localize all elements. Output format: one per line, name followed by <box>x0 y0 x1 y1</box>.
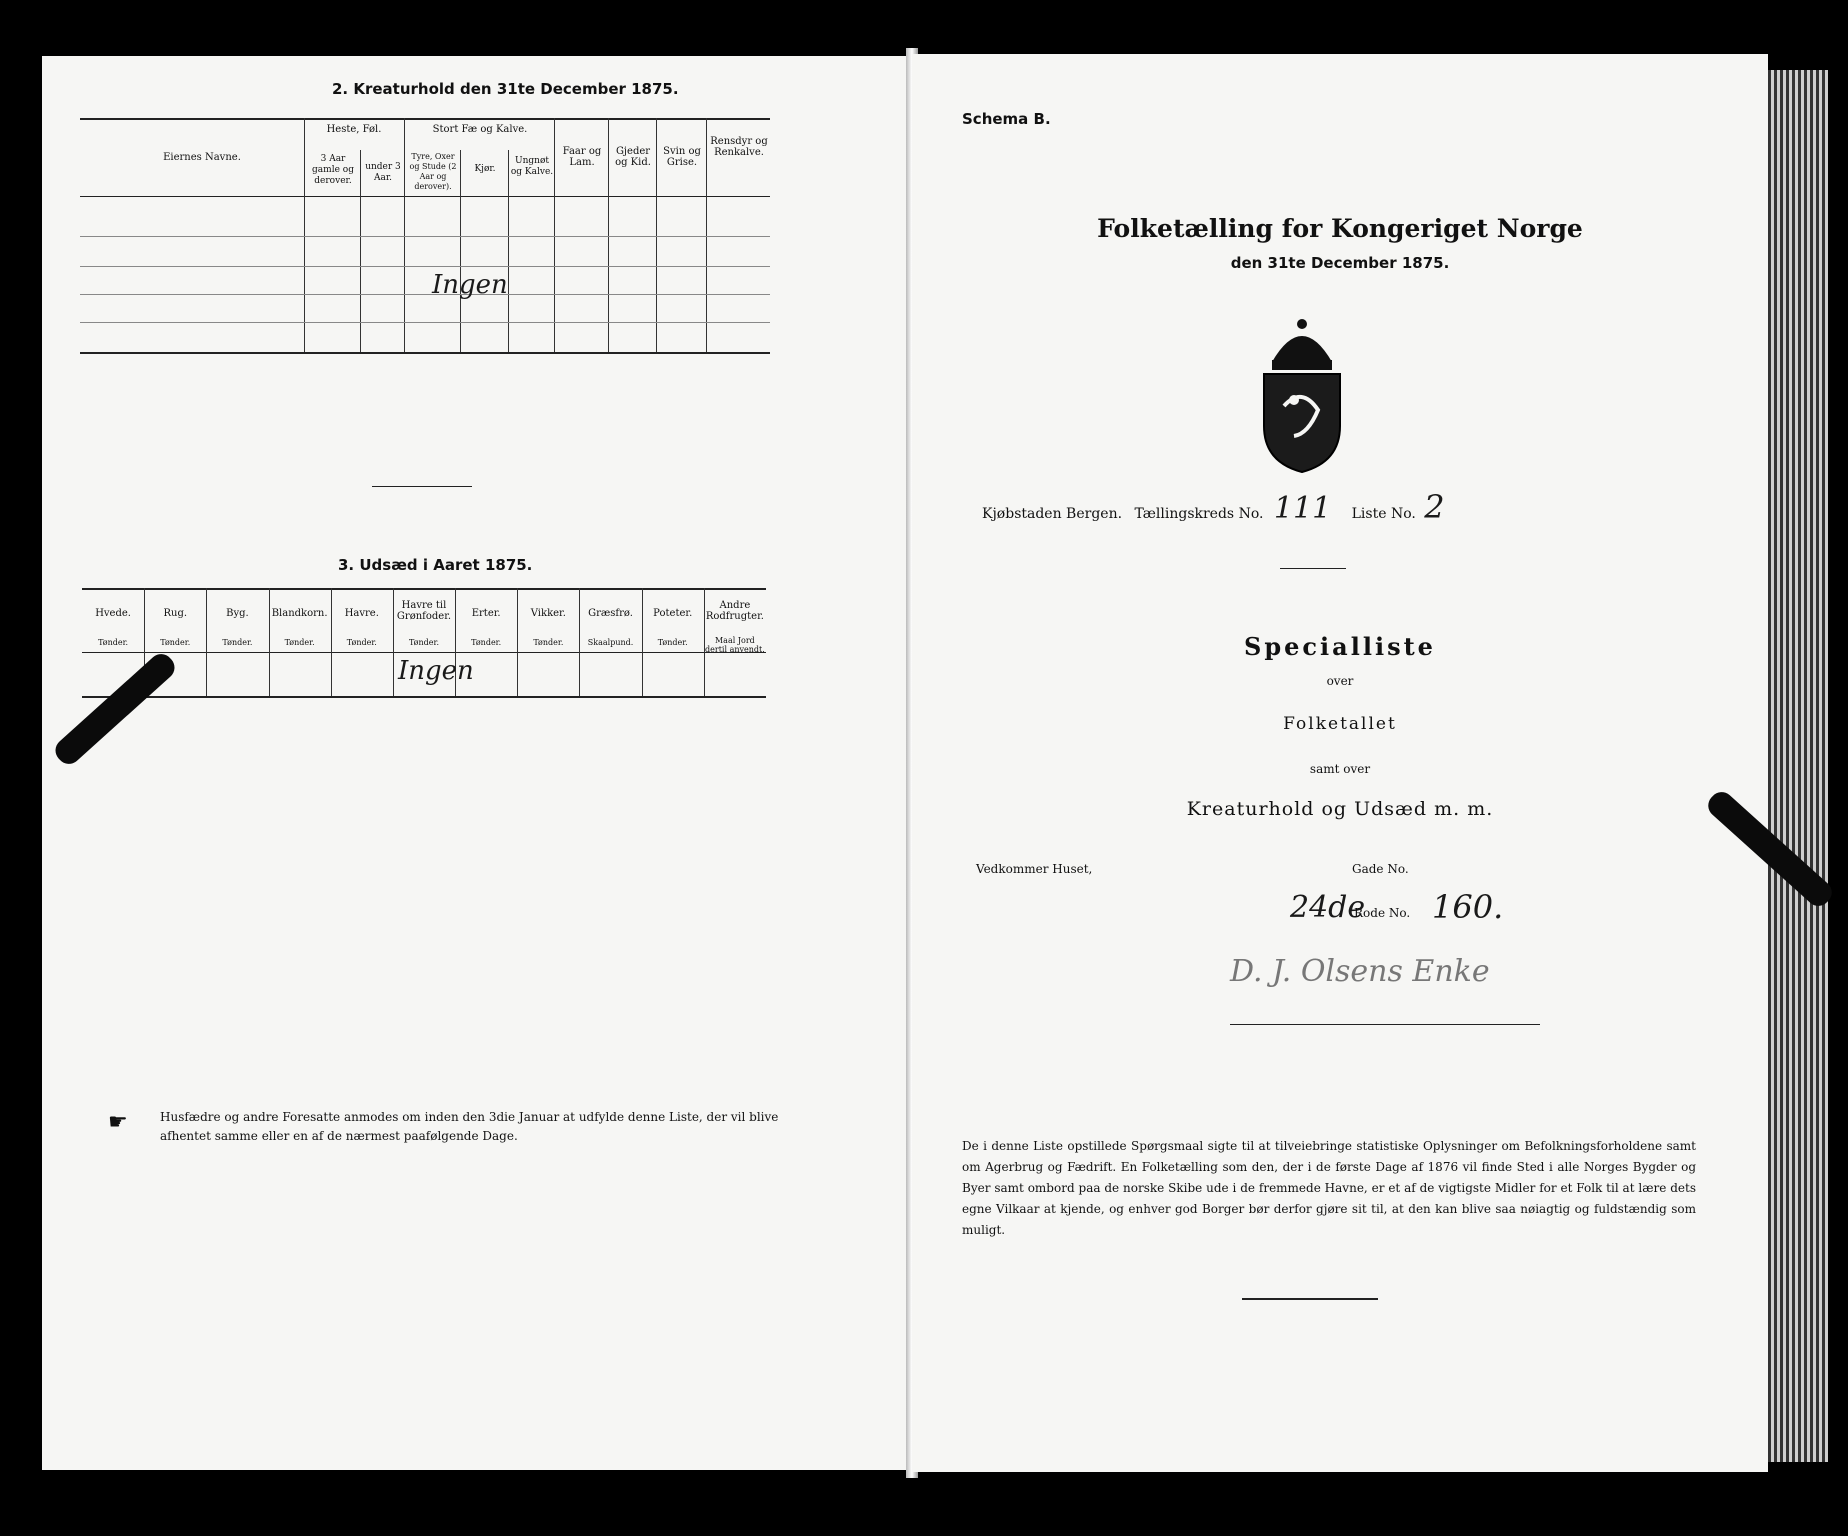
udsaed-col-unit: Tønder. <box>160 638 191 647</box>
col-svin: Svin og Grise. <box>663 146 701 168</box>
kreatur-label: Kreaturhold og Udsæd m. m. <box>1186 798 1494 820</box>
udsaed-col-header: Andre Rodfrugter. <box>705 600 764 622</box>
udsaed-col-header: Blandkorn. <box>271 608 328 619</box>
t2-col-line <box>554 118 555 352</box>
table3-header-rule <box>82 652 766 653</box>
rode-value: 24de <box>1290 890 1366 925</box>
location-line <box>982 488 1445 526</box>
t2-col-line <box>706 118 707 352</box>
page-edges <box>1768 70 1828 1462</box>
t2-col-line <box>608 118 609 352</box>
udsaed-col-header: Græsfrø. <box>588 608 633 619</box>
udsaed-col-header: Vikker. <box>530 608 566 619</box>
col-owner: Eiernes Navne. <box>163 152 241 163</box>
signature-line <box>1230 1024 1540 1025</box>
udsaed-col-header: Rug. <box>163 608 188 619</box>
liste-value: 2 <box>1424 488 1445 526</box>
divider <box>1280 568 1346 569</box>
udsaed-col-unit: Tønder. <box>657 638 688 647</box>
udsaed-col-unit: Tønder. <box>222 638 253 647</box>
udsaed-col-header: Byg. <box>226 608 249 619</box>
pointing-hand-icon: ☛ <box>108 1110 128 1135</box>
udsaed-col-unit: Tønder. <box>346 638 377 647</box>
t2-row-line <box>80 266 770 267</box>
col-heste-sub2: under 3 Aar. <box>365 162 401 183</box>
t2-col-line <box>304 118 305 352</box>
t2-row-line <box>80 322 770 323</box>
table3-top-rule <box>82 588 766 590</box>
col-faar: Faar og Lam. <box>562 146 602 168</box>
rode-label: Rode No. <box>1354 906 1411 920</box>
section3-title: 3. Udsæd i Aaret 1875. <box>338 556 533 574</box>
udsaed-col-unit: Tønder. <box>471 638 502 647</box>
table3-bottom-rule <box>82 696 766 698</box>
rode-number: 160. <box>1432 888 1504 926</box>
krets-label: Tællingskreds No. <box>1134 506 1264 522</box>
end-rule <box>1242 1298 1378 1300</box>
col-stort-sub1: Tyre, Oxer og Stude (2 Aar og derover). <box>409 152 457 191</box>
udsaed-col-unit: Tønder. <box>98 638 129 647</box>
udsaed-col-header: Havre til Grønfoder. <box>396 600 452 622</box>
udsaed-col-header: Erter. <box>471 608 501 619</box>
table2-header-rule <box>80 196 770 197</box>
col-stort-sub3: Ungnøt og Kalve. <box>510 156 554 177</box>
t2-col-line <box>404 118 405 352</box>
handwritten-ingen-2: Ingen <box>432 270 508 300</box>
udsaed-col-unit: Maal Jord dertil anvendt. <box>705 636 765 654</box>
col-stort-sub2: Kjør. <box>474 164 496 174</box>
section2-title: 2. Kreaturhold den 31te December 1875. <box>332 80 679 98</box>
udsaed-col-unit: Skaalpund. <box>587 638 634 647</box>
right-page <box>912 54 1768 1472</box>
krets-value: 111 <box>1273 491 1332 526</box>
census-title: Folketælling for Kongeriget Norge <box>1097 214 1583 243</box>
census-date: den 31te December 1875. <box>1230 254 1450 272</box>
divider <box>372 486 472 487</box>
table2-bottom-rule <box>80 352 770 354</box>
notice-text: Husfædre og andre Foresatte anmodes om inden den 3die Januar at udfylde denne Liste, der vil blive afhentet samme eller en af de nærmest paafølgende Dage. <box>160 1110 779 1143</box>
over-label: over <box>1326 674 1354 688</box>
owner-handwritten: D. J. Olsens Enke <box>1230 954 1490 989</box>
t2-col-line <box>656 118 657 352</box>
table2-top-rule <box>80 118 770 120</box>
col-stort: Stort Fæ og Kalve. <box>432 124 528 135</box>
udsaed-col-unit: Tønder. <box>408 638 439 647</box>
location-prefix: Kjøbstaden Bergen. <box>982 506 1123 522</box>
purpose-paragraph: De i denne Liste opstillede Spørgsmaal sigte til at tilveiebringe statistiske Oplysninger om Befolkningsforholdene samt om Agerbrug og Fædrift. En Folketælling som den, der i de første Dage af 1876 vil finde Sted i alle Norges Bygder og Byer samt ombord paa de norske Skibe ude i de fremmede Havne, er et af de vigtigste Midler for et Folk til at lære dets egne Vilkaar at kjende, og enhver god Borger bør derfor gjøre sit til, at den kan blive saa nøiagtig og fuldstændig som muligt. <box>962 1139 1696 1237</box>
folketallet-label: Folketallet <box>1283 714 1397 734</box>
col-rensdyr: Rensdyr og Renkalve. <box>710 136 768 158</box>
t2-row-line <box>80 236 770 237</box>
udsaed-col-header: Hvede. <box>95 608 131 619</box>
udsaed-col-header: Havre. <box>344 608 379 619</box>
coat-of-arms-icon <box>1254 316 1350 476</box>
col-heste: Heste, Føl. <box>326 124 382 135</box>
specialliste-title: Specialliste <box>1244 632 1436 661</box>
left-page <box>42 56 912 1470</box>
samt-over-label: samt over <box>1309 762 1371 776</box>
schema-label: Schema B. <box>962 110 1051 128</box>
vedkommer-label: Vedkommer Huset, <box>976 862 1093 876</box>
t2-row-line <box>80 294 770 295</box>
udsaed-col-header: Poteter. <box>653 608 693 619</box>
col-heste-sub1: 3 Aar gamle og derover. <box>312 154 354 186</box>
gade-label: Gade No. <box>1352 862 1409 876</box>
col-gjeder: Gjeder og Kid. <box>615 146 651 168</box>
handwritten-ingen-3: Ingen <box>398 656 474 686</box>
udsaed-col-unit: Tønder. <box>533 638 564 647</box>
udsaed-col-unit: Tønder. <box>284 638 315 647</box>
liste-label: Liste No. <box>1351 506 1416 522</box>
